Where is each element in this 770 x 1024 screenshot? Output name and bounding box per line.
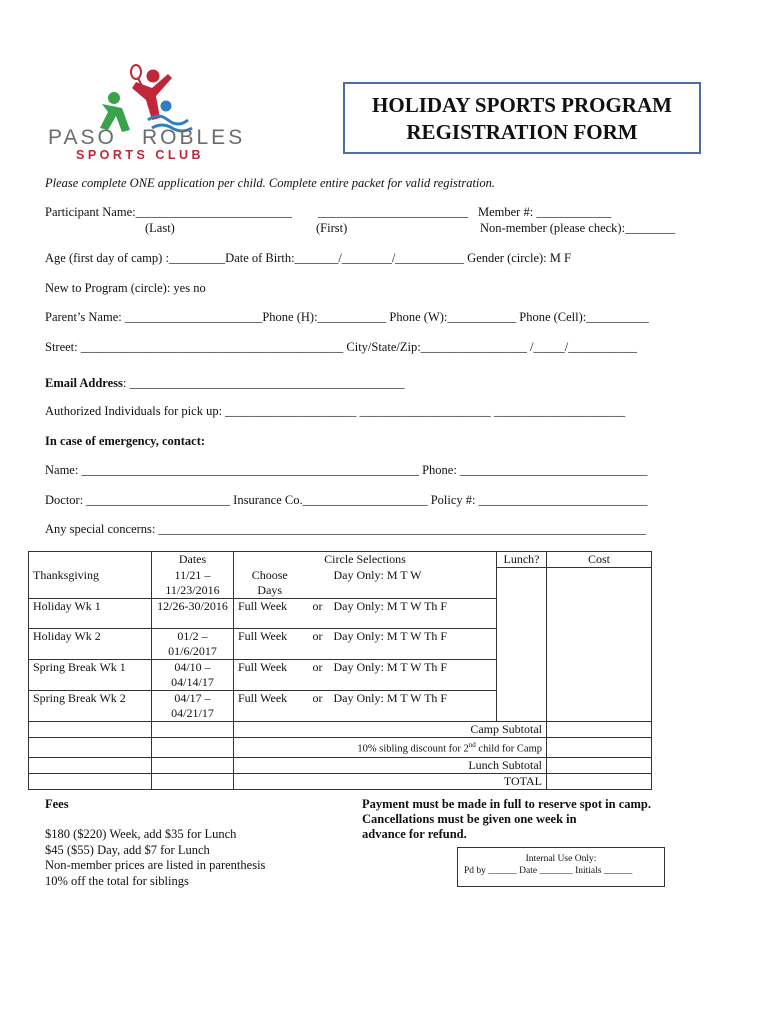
logo-racket-icon	[131, 65, 141, 79]
payment-notice	[362, 797, 651, 842]
internal-use-line[interactable]: Pd by ______ Date _______ Initials ______	[464, 866, 633, 876]
age-dob-gender-field[interactable]: Age (first day of camp) :_________Date of Birth:_______/________/___________ Gender (circle): M F	[45, 251, 571, 265]
program-choice[interactable]: Full Week	[234, 660, 306, 691]
lunch-subtotal-value[interactable]	[547, 757, 652, 773]
logo-subtitle: SPORTS CLUB	[76, 148, 205, 162]
form-title-box	[343, 82, 701, 154]
special-concerns-field[interactable]: Any special concerns: ______________________________________________________________________________	[45, 522, 647, 536]
logo-green-head	[108, 92, 120, 104]
participant-name-field[interactable]: Participant Name:_________________________	[45, 205, 292, 219]
emergency-name-phone-field[interactable]: Name: ______________________________________________________ Phone: ______________________________	[45, 463, 648, 477]
schedule-table	[28, 551, 652, 790]
internal-use-title: Internal Use Only:	[525, 854, 597, 864]
first-label: (First)	[316, 221, 348, 235]
fee-line: $180 ($220) Week, add $35 for Lunch	[45, 827, 237, 841]
circle-selections-header: Circle Selections	[234, 552, 497, 568]
program-day-options[interactable]: Day Only: M T W Th F	[330, 691, 497, 722]
program-header	[29, 552, 152, 568]
doctor-insurance-field[interactable]: Doctor: _______________________ Insurance Co.____________________ Policy #: ___________________________	[45, 493, 648, 507]
program-name: Thanksgiving	[29, 568, 152, 599]
fee-line: Non-member prices are listed in parenthesis	[45, 858, 266, 872]
internal-use-box	[457, 847, 665, 887]
email-label: Email Address	[45, 376, 123, 390]
non-member-field[interactable]: Non-member (please check):________	[480, 221, 676, 235]
program-choice[interactable]: Full Week	[234, 599, 306, 629]
program-dates: 12/26-30/2016	[152, 599, 234, 629]
camp-subtotal-label: Camp Subtotal	[234, 722, 547, 738]
emergency-heading: In case of emergency, contact:	[45, 434, 206, 448]
logo-blue-head	[161, 101, 172, 112]
table-row	[29, 738, 652, 758]
sibling-discount-label: 10% sibling discount for 2nd child for Camp	[234, 738, 547, 758]
fee-line: 10% off the total for siblings	[45, 873, 189, 888]
cost-cell[interactable]	[547, 568, 652, 722]
program-day-options[interactable]: Day Only: M T W Th F	[330, 629, 497, 660]
table-row	[29, 568, 652, 599]
street-address-field[interactable]: Street: __________________________________________ City/State/Zip:_________________ /_____/___________	[45, 340, 638, 354]
program-or: or	[306, 599, 330, 629]
logo-name-left: PASO	[48, 126, 117, 149]
program-dates: 04/10 – 04/14/17	[152, 660, 234, 691]
program-or: or	[306, 660, 330, 691]
logo-red-head	[147, 70, 160, 83]
table-row	[29, 722, 652, 738]
program-or: or	[306, 629, 330, 660]
new-to-program-field[interactable]: New to Program (circle): yes no	[45, 281, 206, 295]
total-label: TOTAL	[234, 773, 547, 789]
program-name: Holiday Wk 2	[29, 629, 152, 660]
table-row	[29, 757, 652, 773]
member-number-field[interactable]: Member #: ____________	[478, 205, 612, 219]
program-or	[306, 568, 330, 599]
program-name: Holiday Wk 1	[29, 599, 152, 629]
form-title-line2: REGISTRATION FORM	[406, 120, 638, 144]
form-title-line1: HOLIDAY SPORTS PROGRAM	[372, 93, 672, 117]
fee-line: $45 ($55) Day, add $7 for Lunch	[45, 842, 210, 857]
logo	[40, 60, 250, 165]
total-value[interactable]	[547, 773, 652, 789]
program-name: Spring Break Wk 1	[29, 660, 152, 691]
lunch-header: Lunch?	[497, 552, 547, 568]
table-row	[29, 773, 652, 789]
last-label: (Last)	[145, 221, 175, 235]
program-day-options[interactable]: Day Only: M T W Th F	[330, 599, 497, 629]
program-dates: 04/17 – 04/21/17	[152, 691, 234, 722]
camp-subtotal-value[interactable]	[547, 722, 652, 738]
email-field[interactable]	[45, 376, 405, 391]
table-header-row	[29, 552, 652, 568]
payment-line: Payment must be made in full to reserve spot in camp.	[362, 797, 651, 811]
email-blank[interactable]: : ____________________________________________	[122, 376, 405, 390]
instructions: Please complete ONE application per child. Complete entire packet for valid registration.	[45, 176, 496, 190]
program-or: or	[306, 691, 330, 722]
cost-header: Cost	[547, 552, 652, 568]
program-day-options[interactable]: Day Only: M T W	[330, 568, 497, 599]
program-dates: 11/21 – 11/23/2016	[152, 568, 234, 599]
dates-header: Dates	[152, 552, 234, 568]
lunch-cell[interactable]	[497, 568, 547, 722]
payment-line: advance for refund.	[362, 827, 467, 841]
program-name: Spring Break Wk 2	[29, 691, 152, 722]
first-name-blank[interactable]: ________________________	[318, 205, 468, 219]
fees-list	[45, 827, 265, 889]
parent-phone-field[interactable]: Parent’s Name: ______________________Phone (H):___________ Phone (W):___________ Phone (Cell):__________	[45, 310, 649, 324]
logo-blue-wave-1	[148, 116, 188, 124]
authorized-pickup-field[interactable]: Authorized Individuals for pick up: _____________________ _____________________ _____________________	[45, 404, 626, 418]
fees-heading: Fees	[45, 797, 69, 811]
program-choice[interactable]: Full Week	[234, 691, 306, 722]
lunch-subtotal-label: Lunch Subtotal	[234, 757, 547, 773]
program-choice[interactable]: Choose Days	[234, 568, 306, 599]
payment-line: Cancellations must be given one week in	[362, 812, 577, 826]
program-day-options[interactable]: Day Only: M T W Th F	[330, 660, 497, 691]
logo-name-right: ROBLES	[142, 126, 246, 149]
program-dates: 01/2 – 01/6/2017	[152, 629, 234, 660]
sibling-discount-value[interactable]	[547, 738, 652, 758]
program-choice[interactable]: Full Week	[234, 629, 306, 660]
